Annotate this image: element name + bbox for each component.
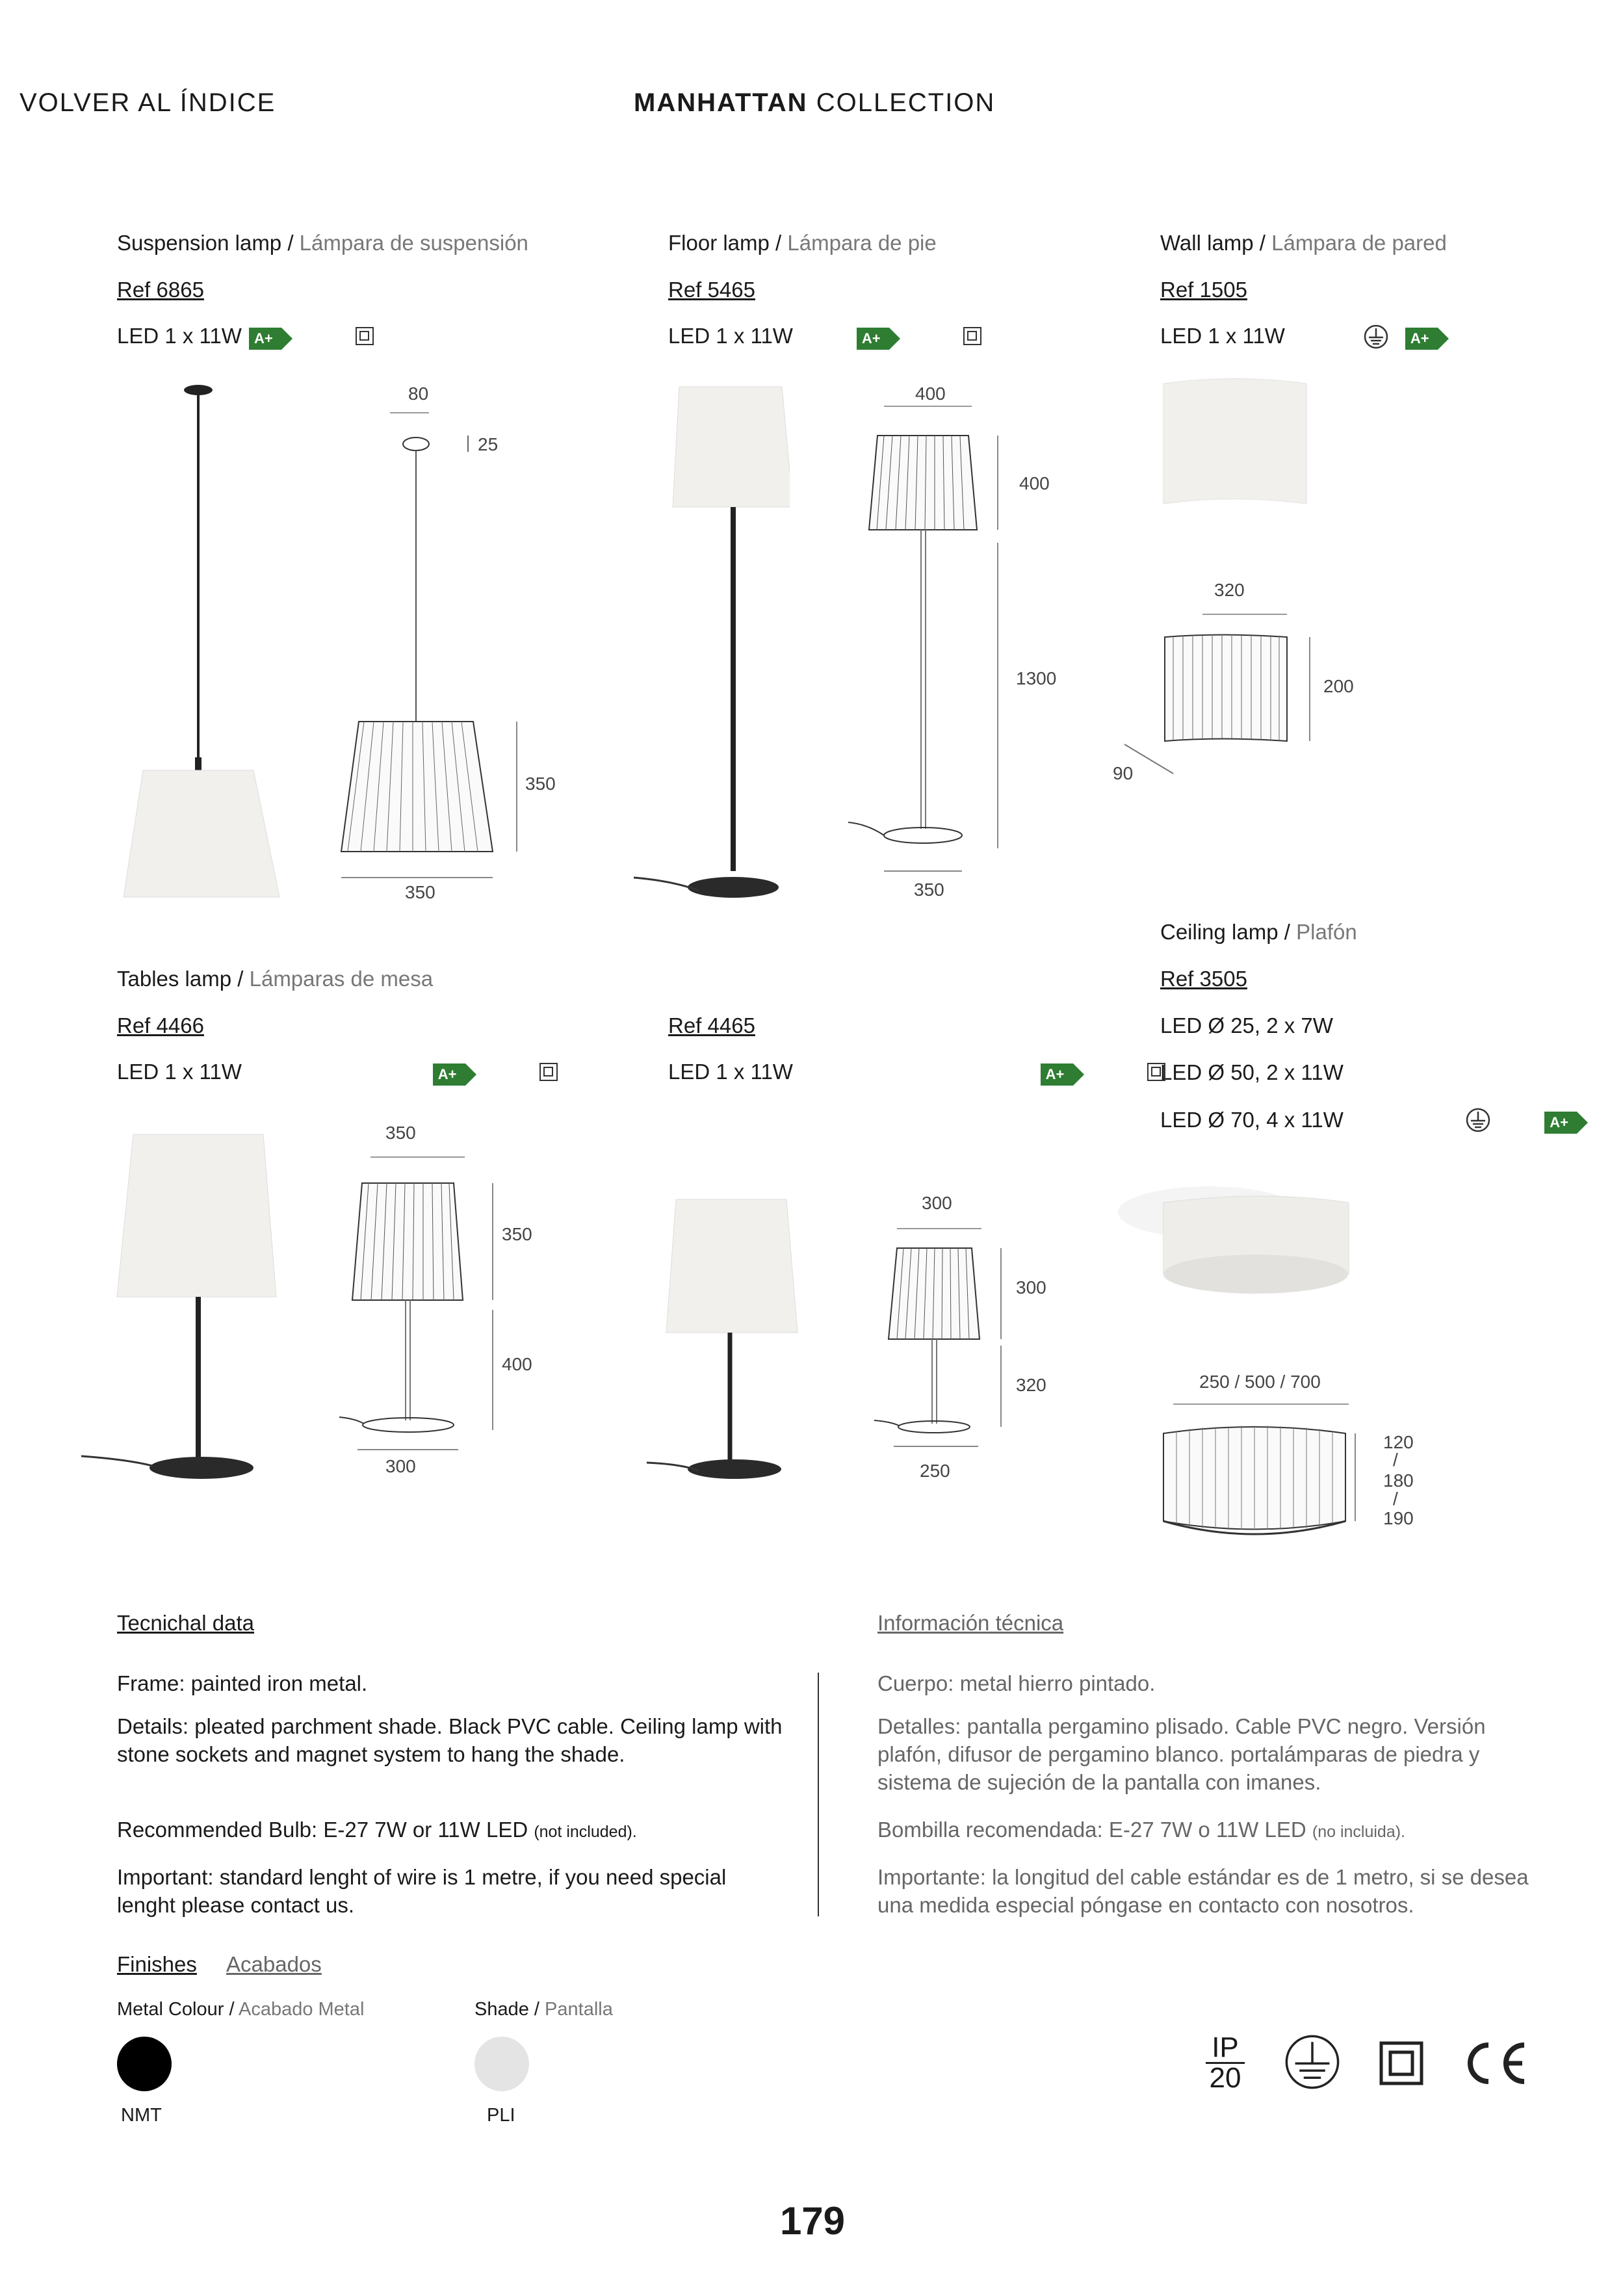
tech-bulb-es xyxy=(877,1816,1540,1846)
energy-badge: A+ xyxy=(433,1063,465,1086)
ceiling-title-en: Ceiling lamp xyxy=(1160,920,1279,944)
floor-title-en: Floor lamp xyxy=(668,231,770,255)
table1-ref[interactable]: Ref 4466 xyxy=(117,1013,204,1037)
ceiling-dim-h2: 180 xyxy=(1383,1470,1414,1491)
collection-suffix: COLLECTION xyxy=(816,88,996,117)
table2-dim-pole-height: 320 xyxy=(1016,1375,1046,1395)
ceiling-dim-h1: 120 xyxy=(1383,1432,1414,1452)
shade-label: Shade / Pantalla xyxy=(474,1999,613,2020)
suspension-photo xyxy=(123,380,292,900)
energy-badge: A+ xyxy=(1405,328,1438,350)
metal-swatch xyxy=(117,2037,172,2091)
suspension-led: LED 1 x 11W xyxy=(117,324,242,348)
metal-colour-label-en: Metal Colour xyxy=(117,1999,224,2020)
floor-dim-shade-width: 400 xyxy=(915,384,946,404)
shade-swatch xyxy=(474,2037,529,2091)
tech-details-en: Details: pleated parchment shade. Black PVC cable. Ceiling lamp with stone sockets and magnet system to hang the shade. xyxy=(117,1714,783,1766)
table1-dim-shade-width: 350 xyxy=(385,1123,416,1143)
shade-label-es: Pantalla xyxy=(545,1999,613,2020)
table2-ref[interactable]: Ref 4465 xyxy=(668,1013,755,1037)
tech-bulb-es-text: Bombilla recomendada: E-27 7W o 11W LED xyxy=(877,1818,1306,1842)
wall-dim-depth: 90 xyxy=(1113,763,1134,783)
finishes-title-en: Finishes xyxy=(117,1952,197,1976)
ceiling-drawing xyxy=(1150,1375,1365,1557)
energy-badge: A+ xyxy=(1544,1112,1577,1134)
suspension-ref[interactable]: Ref 6865 xyxy=(117,278,204,302)
suspension-drawing xyxy=(331,380,546,900)
ceiling-dim-width: 250 / 500 / 700 xyxy=(1199,1372,1321,1392)
floor-dim-shade-height: 400 xyxy=(1019,473,1050,493)
tech-important-es: Importante: la longitud del cable estándar es de 1 metro, si se desea una medida especial póngase en contacto con nosotros. xyxy=(877,1865,1529,1917)
floor-dim-base-width: 350 xyxy=(914,880,944,900)
table2-dim-shade-height: 300 xyxy=(1016,1277,1046,1298)
table1-drawing xyxy=(335,1131,530,1482)
suspension-title-es: Lámpara de suspensión xyxy=(299,231,528,255)
technical-title-es: Información técnica xyxy=(877,1611,1064,1635)
table-title-en: Tables lamp xyxy=(117,967,232,991)
table-title: Tables lamp / Lámparas de mesa xyxy=(117,967,434,991)
wall-title-en: Wall lamp xyxy=(1160,231,1254,255)
metal-colour-label-es: Acabado Metal xyxy=(238,1999,365,2020)
ceiling-dim-h3: 190 xyxy=(1383,1508,1414,1528)
collection-name: MANHATTAN xyxy=(634,88,808,117)
class-ii-icon xyxy=(356,327,374,345)
tech-bulb-es-note: (no incluida). xyxy=(1312,1823,1406,1841)
ceiling-dim-sep2: / xyxy=(1393,1489,1398,1509)
column-divider xyxy=(818,1673,819,1916)
ceiling-led-50: LED Ø 50, 2 x 11W xyxy=(1160,1060,1344,1084)
suspension-dim-top-width: 80 xyxy=(408,384,429,404)
ip-label: IP xyxy=(1212,2031,1239,2063)
table1-dim-base-width: 300 xyxy=(385,1456,416,1476)
floor-title: Floor lamp / Lámpara de pie xyxy=(668,231,937,255)
tech-bulb-en xyxy=(117,1816,786,1846)
table2-photo xyxy=(647,1196,816,1489)
tech-bulb-en-text: Recommended Bulb: E-27 7W or 11W LED xyxy=(117,1818,528,1842)
metal-code: NMT xyxy=(121,2105,162,2126)
ceiling-title: Ceiling lamp / Plafón xyxy=(1160,920,1357,944)
tech-details-es: Detalles: pantalla pergamino plisado. Cable PVC negro. Versión plafón, difusor de pergamino blanco. portalámparas de piedra y sistema de sujeción de la pantalla con imanes. xyxy=(877,1714,1486,1794)
metal-colour-label: Metal Colour / Acabado Metal xyxy=(117,1999,365,2020)
energy-badge: A+ xyxy=(857,328,889,350)
table1-dim-pole-height: 400 xyxy=(502,1354,532,1374)
ip20-icon xyxy=(1206,2033,1245,2093)
collection-title xyxy=(634,88,995,118)
ceiling-led-25: LED Ø 25, 2 x 7W xyxy=(1160,1013,1333,1037)
finishes-title-es: Acabados xyxy=(226,1952,322,1976)
earth-ground-icon xyxy=(1465,1107,1491,1133)
suspension-title-en: Suspension lamp xyxy=(117,231,282,255)
wall-photo xyxy=(1157,377,1313,514)
wall-ref[interactable]: Ref 1505 xyxy=(1160,278,1247,302)
floor-dim-pole-height: 1300 xyxy=(1016,668,1057,688)
class-ii-icon xyxy=(1147,1063,1165,1081)
class-ii-icon xyxy=(963,327,981,345)
energy-badge: A+ xyxy=(1041,1063,1073,1086)
ceiling-photo xyxy=(1118,1177,1352,1307)
floor-drawing xyxy=(848,380,1043,887)
floor-led: LED 1 x 11W xyxy=(668,324,793,348)
table1-dim-shade-height: 350 xyxy=(502,1224,532,1244)
page-number: 179 xyxy=(779,2199,846,2243)
table1-led: LED 1 x 11W xyxy=(117,1060,242,1084)
suspension-dim-top-height: 25 xyxy=(478,434,499,454)
floor-photo xyxy=(634,380,790,900)
table2-dim-base-width: 250 xyxy=(920,1461,950,1481)
floor-title-es: Lámpara de pie xyxy=(787,231,937,255)
wall-dim-height: 200 xyxy=(1323,676,1354,696)
floor-ref[interactable]: Ref 5465 xyxy=(668,278,755,302)
table2-drawing xyxy=(874,1209,1056,1482)
ip-rating: 20 xyxy=(1206,2062,1245,2093)
suspension-dim-width: 350 xyxy=(405,882,435,902)
table-title-es: Lámparas de mesa xyxy=(249,967,434,991)
shade-label-en: Shade xyxy=(474,1999,529,2020)
tech-important-en: Important: standard lenght of wire is 1 metre, if you need special lenght please contact us. xyxy=(117,1865,727,1917)
wall-title: Wall lamp / Lámpara de pared xyxy=(1160,231,1447,255)
back-to-index-link[interactable]: VOLVER AL ÍNDICE xyxy=(19,88,276,117)
earth-ground-icon xyxy=(1363,324,1389,350)
class-ii-icon xyxy=(1379,2041,1423,2085)
suspension-title: Suspension lamp / Lámpara de suspensión xyxy=(117,231,528,255)
table2-dim-shade-width: 300 xyxy=(922,1193,952,1213)
energy-badge: A+ xyxy=(249,328,281,350)
ce-mark-icon xyxy=(1462,2040,1527,2087)
tech-frame-en: Frame: painted iron metal. xyxy=(117,1671,368,1695)
technical-title-en: Tecnichal data xyxy=(117,1611,254,1635)
tech-bulb-en-note: (not included). xyxy=(534,1823,637,1841)
wall-title-es: Lámpara de pared xyxy=(1271,231,1447,255)
table1-photo xyxy=(81,1131,289,1495)
ceiling-dim-sep1: / xyxy=(1393,1450,1398,1470)
ceiling-ref[interactable]: Ref 3505 xyxy=(1160,967,1247,991)
shade-code: PLI xyxy=(487,2105,515,2126)
tech-frame-es: Cuerpo: metal hierro pintado. xyxy=(877,1671,1156,1695)
wall-drawing xyxy=(1105,582,1352,790)
class-ii-icon xyxy=(539,1063,558,1081)
wall-led: LED 1 x 11W xyxy=(1160,324,1285,348)
wall-dim-width: 320 xyxy=(1214,580,1245,600)
table2-led: LED 1 x 11W xyxy=(668,1060,793,1084)
ceiling-led-70: LED Ø 70, 4 x 11W xyxy=(1160,1108,1344,1132)
ceiling-title-es: Plafón xyxy=(1296,920,1357,944)
earth-ground-icon xyxy=(1284,2033,1341,2091)
suspension-dim-height: 350 xyxy=(525,774,556,794)
